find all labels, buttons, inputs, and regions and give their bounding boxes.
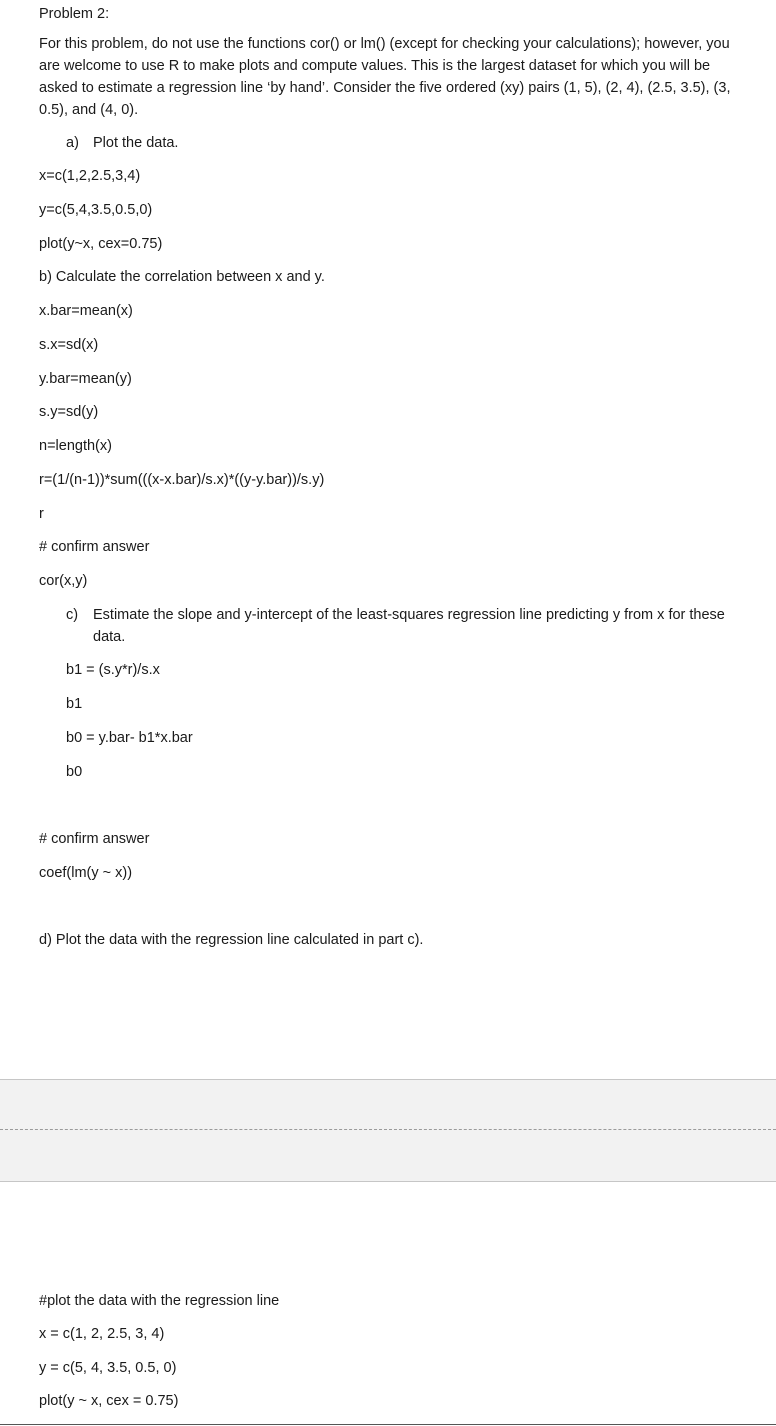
- code-line: n=length(x): [39, 438, 112, 454]
- code-line: b0: [66, 764, 83, 780]
- code-line: y = c(5, 4, 3.5, 0.5, 0): [39, 1360, 177, 1376]
- code-line: y.bar=mean(y): [39, 371, 132, 387]
- part-b-text: b) Calculate the correlation between x and y.: [39, 269, 325, 285]
- code-line: s.x=sd(x): [39, 337, 99, 353]
- part-c-text: Estimate the slope and y-intercept of the least-squares regression line predicting y from x for these data.: [93, 607, 725, 645]
- code-line: y=c(5,4,3.5,0.5,0): [39, 202, 153, 218]
- part-a-item: [66, 132, 746, 154]
- code-line: b0 = y.bar- b1*x.bar: [66, 730, 193, 746]
- code-line: b1: [66, 696, 83, 712]
- problem-heading: Problem 2:: [39, 6, 110, 22]
- code-line: s.y=sd(y): [39, 404, 99, 420]
- code-line: r: [39, 506, 44, 522]
- code-line: plot(y~x, cex=0.75): [39, 236, 163, 252]
- part-a-text: Plot the data.: [93, 135, 179, 151]
- code-comment: # confirm answer: [39, 831, 150, 847]
- code-comment: #plot the data with the regression line: [39, 1293, 280, 1309]
- bottom-rule: [0, 1424, 776, 1425]
- code-comment: # confirm answer: [39, 539, 150, 555]
- part-c-item: [66, 604, 746, 648]
- page-break-dashed-line: [0, 1129, 776, 1130]
- part-a-marker: a): [66, 135, 79, 151]
- code-line: coef(lm(y ~ x)): [39, 865, 133, 881]
- code-line: x = c(1, 2, 2.5, 3, 4): [39, 1326, 165, 1342]
- code-line: plot(y ~ x, cex = 0.75): [39, 1393, 179, 1409]
- page-break-band: [0, 1079, 776, 1182]
- code-line: x.bar=mean(x): [39, 303, 133, 319]
- code-line: r=(1/(n-1))*sum(((x-x.bar)/s.x)*((y-y.bar))/s.y): [39, 472, 325, 488]
- code-line: x=c(1,2,2.5,3,4): [39, 168, 141, 184]
- problem-intro: For this problem, do not use the functions cor() or lm() (except for checking your calculations); however, you are welcome to use R to make plots and compute values. This is the largest dataset for which you will be asked to estimate a regression line ‘by hand’. Consider the five ordered (xy) pairs (1, 5), (2, 4), (2.5, 3.5), (3, 0.5), and (4, 0).: [39, 36, 731, 118]
- part-d-text: d) Plot the data with the regression line calculated in part c).: [39, 932, 424, 948]
- part-c-marker: c): [66, 607, 79, 623]
- code-line: cor(x,y): [39, 573, 88, 589]
- code-line: b1 = (s.y*r)/s.x: [66, 662, 160, 678]
